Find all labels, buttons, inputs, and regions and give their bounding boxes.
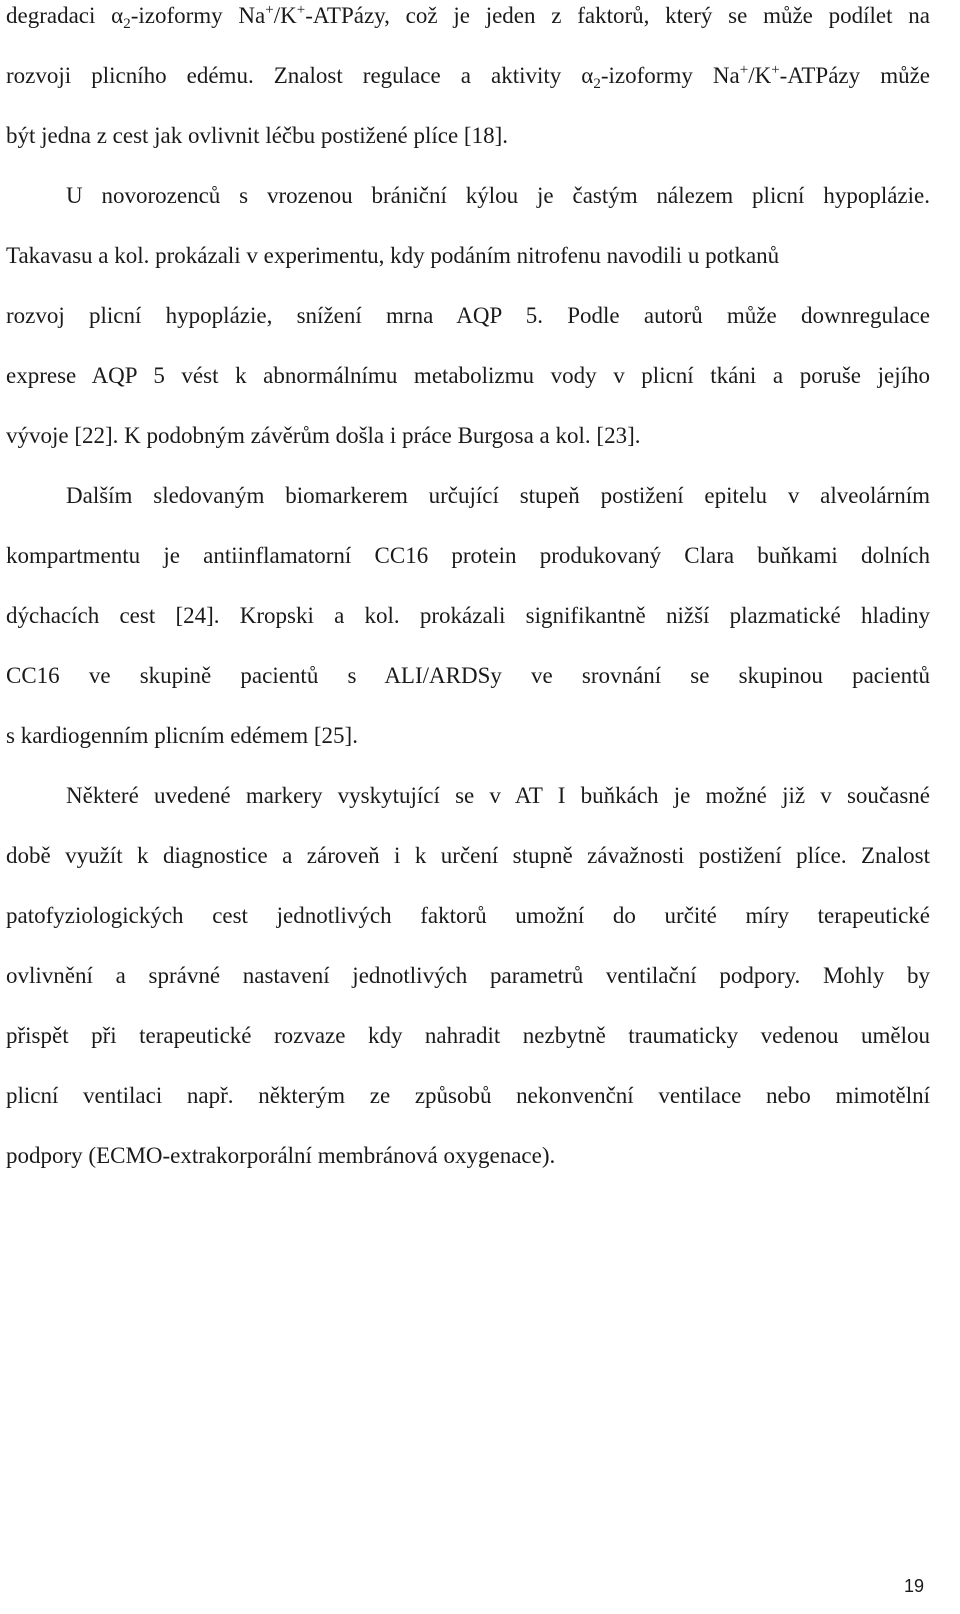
- text-line-17: ovlivnění a správné nastavení jednotlivých parametrů ventilační podpory. Mohly by: [6, 963, 930, 988]
- text-line-18: přispět při terapeutické rozvaze kdy nahradit nezbytně traumaticky vedenou umělou: [6, 1023, 930, 1048]
- text-line-19: plicní ventilaci např. některým ze způsobů nekonvenční ventilace nebo mimotělní: [6, 1083, 930, 1108]
- text-line-14: Některé uvedené markery vyskytující se v AT I buňkách je možné již v současné: [66, 783, 930, 808]
- text-line-11: dýchacích cest [24]. Kropski a kol. prokázali signifikantně nižší plazmatické hladiny: [6, 603, 930, 628]
- text-line-20: podpory (ECMO-extrakorporální membránová oxygenace).: [6, 1143, 556, 1168]
- text-line-6: rozvoj plicní hypoplázie, snížení mrna AQP 5. Podle autorů může downregulace: [6, 303, 930, 328]
- text-line-9: Dalším sledovaným biomarkerem určující stupeň postižení epitelu v alveolárním: [66, 483, 930, 508]
- text-line-7: exprese AQP 5 vést k abnormálnímu metabolizmu vody v plicní tkáni a poruše jejího: [6, 363, 930, 388]
- text-line-4: U novorozenců s vrozenou brániční kýlou je častým nálezem plicní hypoplázie.: [66, 183, 930, 208]
- text-line-10: kompartmentu je antiinflamatorní CC16 protein produkovaný Clara buňkami dolních: [6, 543, 930, 568]
- text-line-16: patofyziologických cest jednotlivých faktorů umožní do určité míry terapeutické: [6, 903, 930, 928]
- text-line-15: době využít k diagnostice a zároveň i k určení stupně závažnosti postižení plíce. Znalost: [6, 843, 930, 868]
- text-line-1: degradaci $\alpha_2$-izoformy Na+/K+-ATPázy, což je jeden z faktorů, který se může podílet na: [6, 2, 930, 32]
- text-line-12: CC16 ve skupině pacientů s ALI/ARDSy ve srovnání se skupinou pacientů: [6, 663, 930, 688]
- text-line-3: být jedna z cest jak ovlivnit léčbu postižené plíce [18].: [6, 123, 509, 148]
- text-line-8: vývoje [22]. K podobným závěrům došla i práce Burgosa a kol. [23].: [6, 423, 641, 448]
- page-number: 19: [903, 1576, 924, 1596]
- text-line-2: rozvoji plicního edému. Znalost regulace a aktivity $\alpha_2$-izoformy Na+/K+-ATPázy může: [6, 62, 930, 92]
- text-line-13: s kardiogenním plicním edémem [25].: [6, 723, 358, 748]
- text-line-5: Takavasu a kol. prokázali v experimentu, kdy podáním nitrofenu navodili u potkanů: [6, 243, 780, 268]
